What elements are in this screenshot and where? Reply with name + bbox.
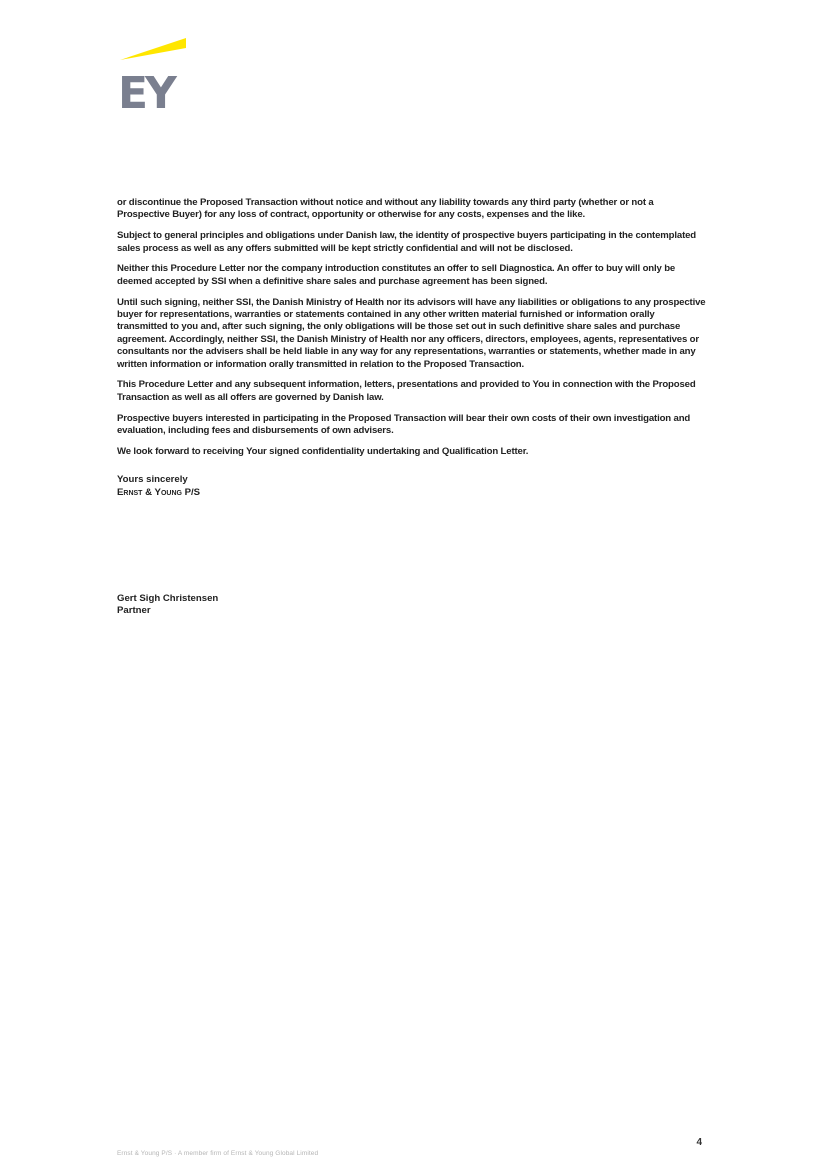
signoff <box>117 474 707 499</box>
signer-title: Partner <box>117 605 151 617</box>
ey-logo-graphic <box>118 36 190 110</box>
signer-name: Gert Sigh Christensen <box>117 593 219 604</box>
ey-logo-text: EY <box>118 68 174 110</box>
signer-block <box>117 593 218 618</box>
paragraph: Neither this Procedure Letter nor the company introduction constitutes an offer to sell Diagnostica. An offer to buy will only be deemed accepted by SSI when a definitive share sales and purchase agreement has been signed. <box>117 263 676 287</box>
paragraph: Until such signing, neither SSI, the Danish Ministry of Health nor its advisors will have any liabilities or obligations to any prospective buyer for representations, warranties or statements contained in any other written material furnished or information orally transmitted to you and, after such signing, the only obligations will be those set out in such definitive share sales and purchase agreement. Accordingly, neither SSI, the Danish Ministry of Health nor any officers, directors, employees, agents, representatives or consultants nor the advisers shall be held liable in any way for any representations, warranties or statements, whether made in any written information or information orally transmitted in relation to the Proposed Transaction. <box>117 296 706 370</box>
firm-name: Ernst & Young P/S <box>117 486 201 498</box>
letter-body <box>117 197 707 499</box>
closing-line: Yours sincerely <box>117 474 188 486</box>
page-number: 4 <box>696 1137 702 1148</box>
paragraph: We look forward to receiving Your signed confidentiality undertaking and Qualification Letter. <box>117 445 529 457</box>
paragraph: Subject to general principles and obligations under Danish law, the identity of prospective buyers participating in the contemplated sales process as well as any offers submitted will be kept strictly confidential and will not be disclosed. <box>117 230 697 254</box>
ey-logo <box>118 36 190 110</box>
paragraph: This Procedure Letter and any subsequent information, letters, presentations and provided to You in connection with the Proposed Transaction as well as all offers are governed by Danish law. <box>117 379 696 403</box>
footer-text: Ernst & Young P/S · A member firm of Ernst & Young Global Limited <box>117 1150 319 1157</box>
paragraph: Prospective buyers interested in participating in the Proposed Transaction will bear their own costs of their own investigation and evaluation, including fees and disbursements of own advisers. <box>117 412 691 437</box>
paragraph: or discontinue the Proposed Transaction without notice and without any liability towards any third party (whether or not a Prospective Buyer) for any loss of contract, opportunity or otherwise for any costs, expenses and the like. <box>117 197 654 221</box>
ey-logo-beam <box>120 38 186 60</box>
